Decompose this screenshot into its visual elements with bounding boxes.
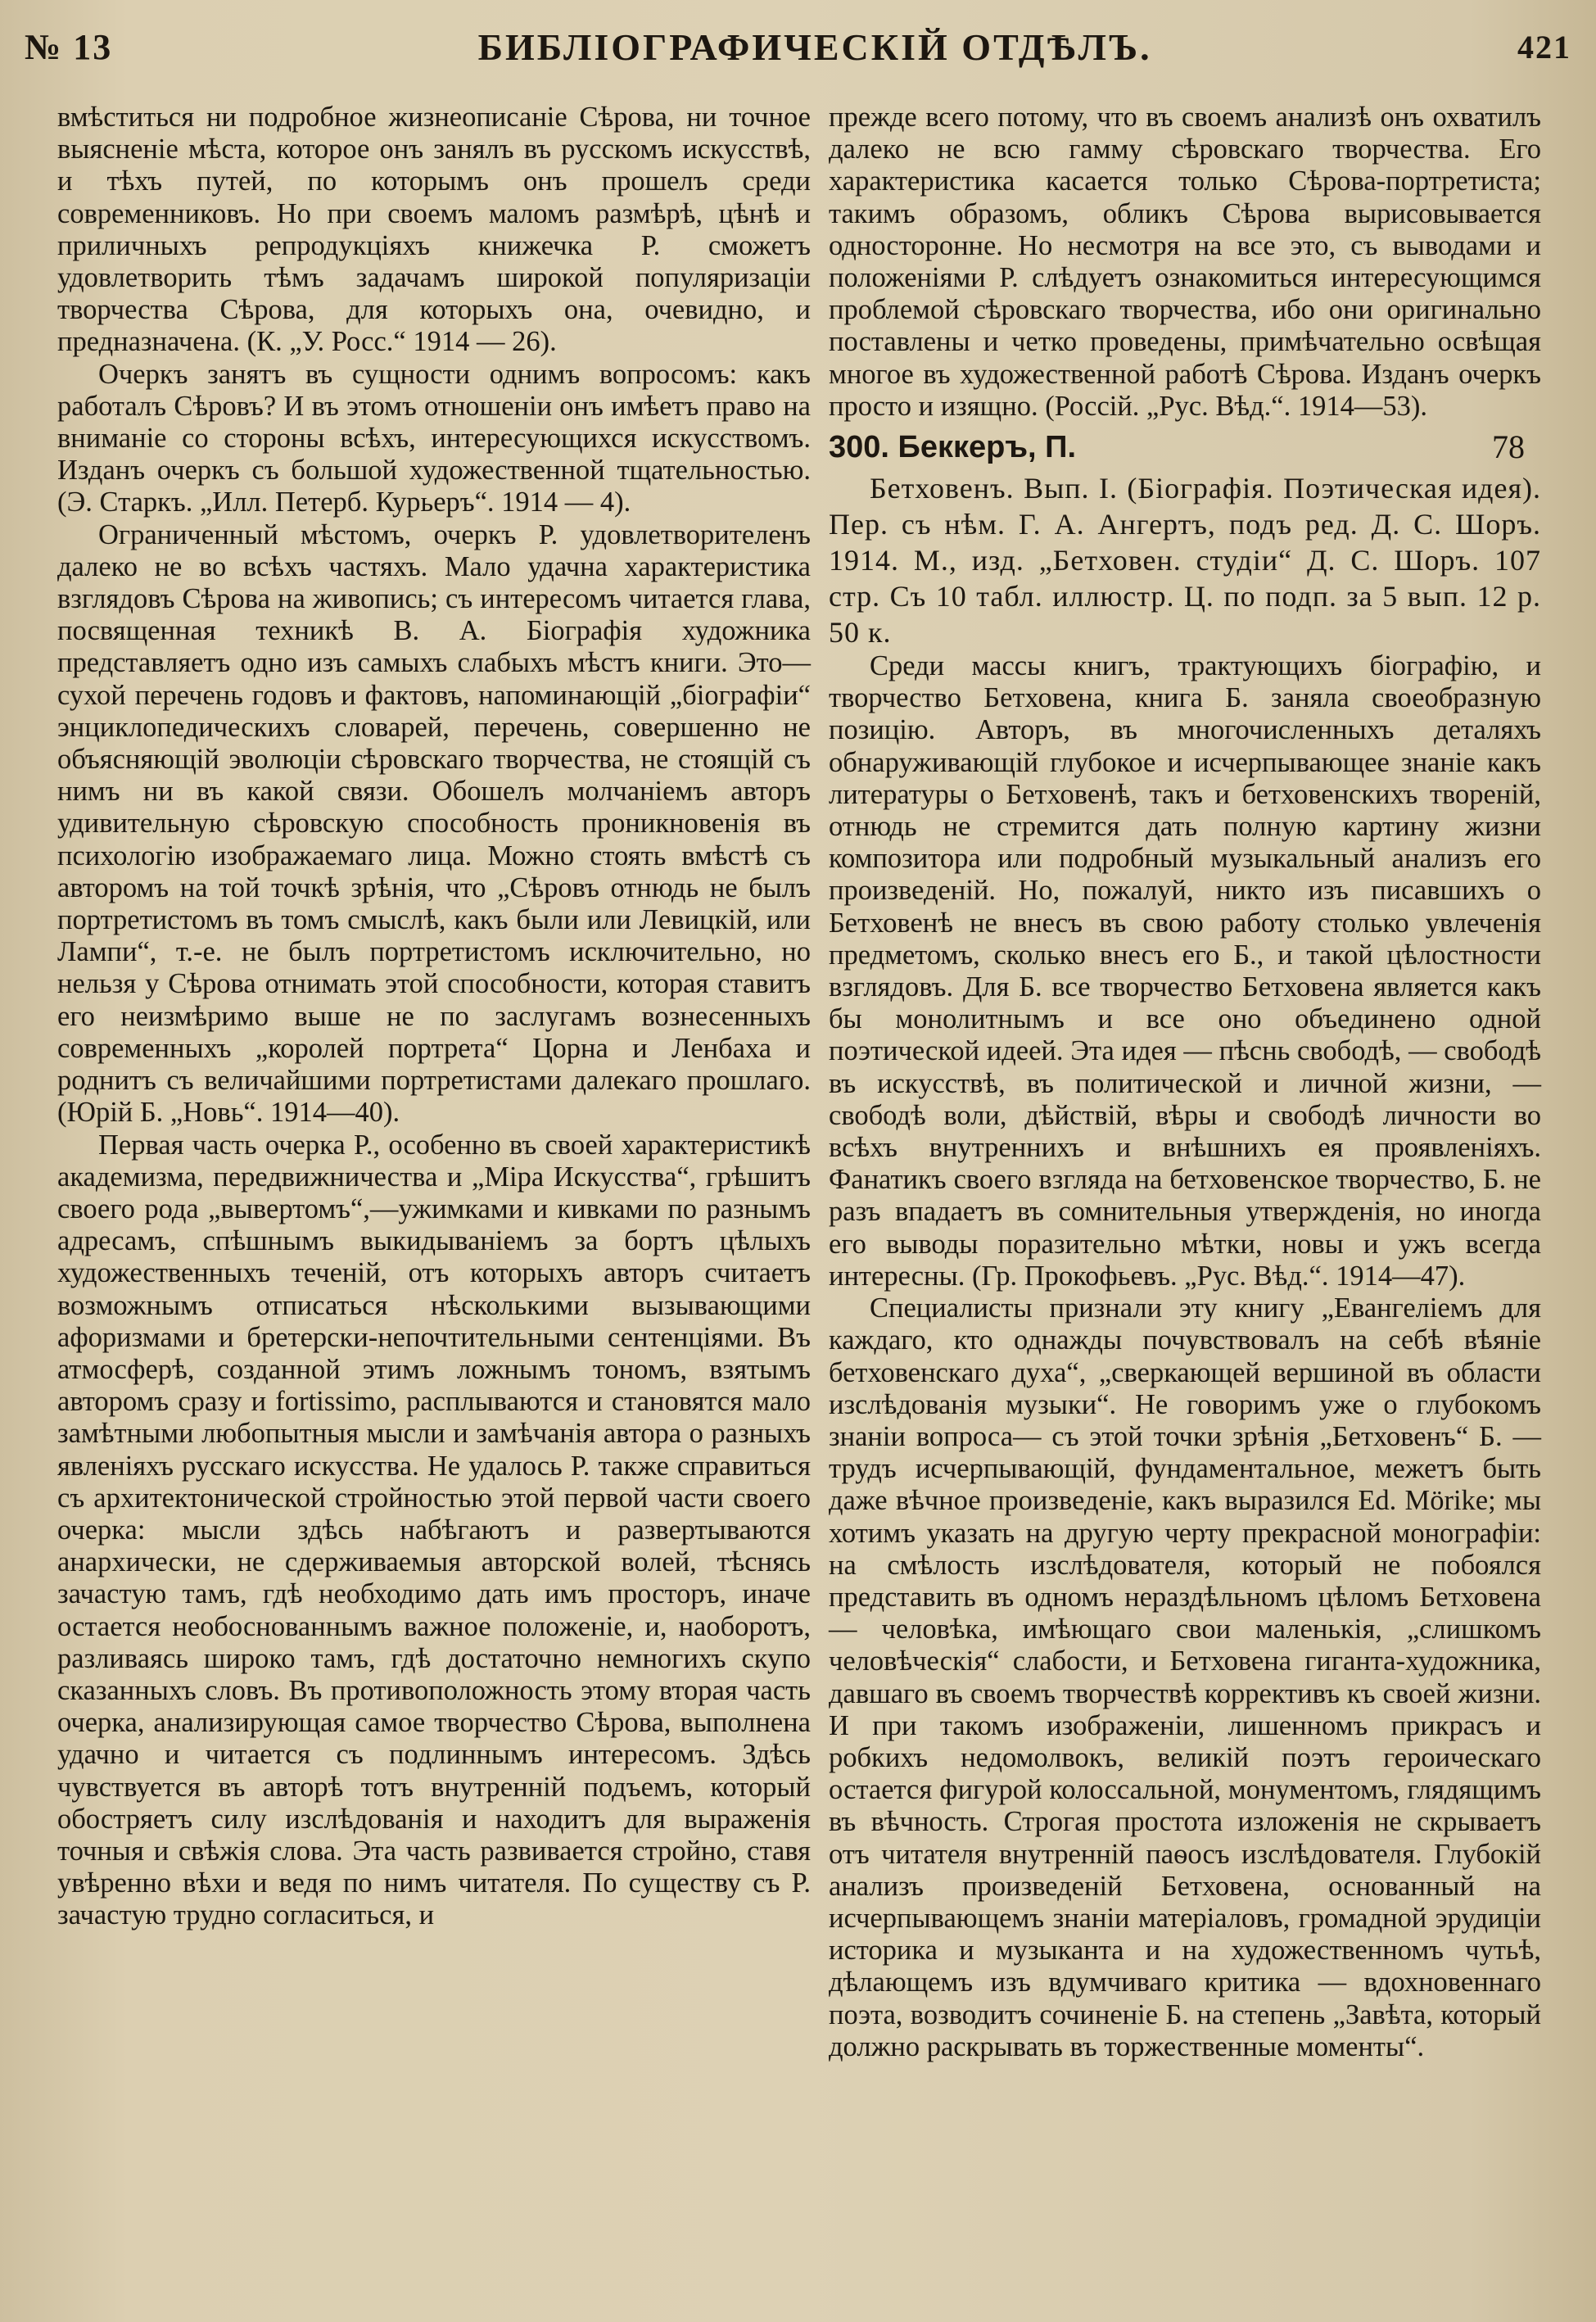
section-title: БИБЛІОГРАФИЧЕСКІЙ ОТДѢЛЪ.	[477, 25, 1152, 68]
page-number: 421	[1517, 28, 1571, 66]
entry-citation: Бетховенъ. Вып. I. (Біографія. Поэтическая идея). Пер. съ нѣм. Г. А. Ангертъ, подъ ред. Д. С. Шоръ. 1914. М., изд. „Бетховен. студіи“ Д. С. Шоръ. 107 стр. Съ 10 табл. иллюстр. Ц. по подп. за 5 вып. 12 р. 50 к.	[829, 472, 1541, 650]
paragraph: Первая часть очерка Р., особенно въ своей характеристикѣ академизма, передвижничества и „Міра Искусства“, грѣшитъ своего рода „вывертомъ“,—ужимками и кивками по разнымъ адресамъ, спѣшнымъ выкидываніемъ за бортъ цѣлыхъ художественныхъ теченій, отъ которыхъ авторъ считаетъ возможнымъ отписаться нѣсколькими вызывающими афоризмами и бретерски-непочтительными сентенціями. Въ атмосферѣ, созданной этимъ ложнымъ тономъ, взятымъ авторомъ сразу и fortissimo, расплываются и становятся мало замѣтными любопытныя мысли и замѣчанія автора о разныхъ явленіяхъ русскаго искусства. Не удалось Р. также справиться съ архитектонической стройностью этой первой части своего очерка: мысли здѣсь набѣгаютъ и развертываются анархически, не сдерживаемыя авторской волей, тѣснясь зачастую тамъ, гдѣ необходимо дать имъ просторъ, иначе остается необоснованнымъ важное положеніе, и, наоборотъ, разливаясь широко тамъ, гдѣ достаточно немногихъ скупо сказанныхъ словъ. Въ противоположность этому вторая часть очерка, анализирующая самое творчество Сѣрова, выполнена удачно и читается съ подлиннымъ интересомъ. Здѣсь чувствуется въ авторѣ тотъ внутренній подъемъ, который обостряетъ силу изслѣдованія и находитъ для выраженія точныя и свѣжія слова. Эта часть развивается стройно, ставя увѣренно вѣхи и ведя по нимъ читателя. По существу съ Р. зачастую трудно согласиться, и	[57, 1129, 811, 1931]
paragraph: прежде всего потому, что въ своемъ анализѣ онъ охватилъ далеко не всю гамму сѣровскаго творчества. Его характеристика касается только Сѣрова-портретиста; такимъ образомъ, обликъ Сѣрова вырисовывается односторонне. Но несмотря на все это, съ выводами и положеніями Р. слѣдуетъ ознакомиться интересующимся проблемой сѣровскаго творчества, ибо они оригинально поставлены и четко проведены, примѣчательно освѣщая многое въ художественной работѣ Сѣрова. Изданъ очеркъ просто и изящно. (Россій. „Рус. Вѣд.“. 1914—53).	[829, 102, 1541, 422]
entry-number-author: 300. Беккеръ, П.	[829, 430, 1077, 465]
paragraph: Очеркъ занятъ въ сущности однимъ вопросомъ: какъ работалъ Сѣровъ? И въ этомъ отношеніи онъ имѣетъ право на вниманіе со стороны всѣхъ, интересующихся искусствомъ. Изданъ очеркъ съ большой художественной тщательностью. (Э. Старкъ. „Илл. Петерб. Курьеръ“. 1914 — 4).	[57, 358, 811, 518]
paragraph: Среди массы книгъ, трактующихъ біографію, и творчество Бетховена, книга Б. заняла своеобразную позицію. Авторъ, въ многочисленныхъ деталяхъ обнаруживающій глубокое и исчерпывающее знаніе какъ литературы о Бетховенѣ, такъ и бетховенскихъ твореній, отнюдь не стремится дать полную картину жизни композитора или подробный музыкальный анализъ его произведеній. Но, пожалуй, никто изъ писавшихъ о Бетховенѣ не внесъ въ свою работу столько увлеченія предметомъ, сколько внесъ его Б., и такой цѣлостности взглядовъ. Для Б. все творчество Бетховена является какъ бы монолитнымъ и все оно объединено одной поэтической идеей. Эта идея — пѣснь свободѣ, — свободѣ въ искусствѣ, въ политической и личной жизни, — свободѣ воли, дѣйствій, вѣры и свободѣ личности во всѣхъ внутреннихъ и внѣшнихъ ея проявленіяхъ. Фанатикъ своего взгляда на бетховенское творчество, Б. не разъ впадаетъ въ сомнительныя утвержденія, но иногда его выводы поразительно мѣтки, новы и ужъ всегда интересны. (Гр. Прокофьевъ. „Рус. Вѣд.“. 1914—47).	[829, 650, 1541, 1292]
page-header	[25, 18, 1571, 75]
bibliography-entry-heading	[829, 429, 1541, 465]
entry-code: 78	[1492, 428, 1525, 466]
paragraph: Ограниченный мѣстомъ, очеркъ Р. удовлетворителенъ далеко не во всѣхъ частяхъ. Мало удачна характеристика взглядовъ Сѣрова на живопись; съ интересомъ читается глава, посвященная техникѣ В. А. Біографія художника представляетъ одно изъ самыхъ слабыхъ мѣстъ книги. Это—сухой перечень годовъ и фактовъ, напоминающій „біографіи“ энциклопедическихъ словарей, перечень, совершенно не объясняющій эволюціи сѣровскаго творчества, не стоящій съ нимъ ни въ какой связи. Обошелъ молчаніемъ авторъ удивительную сѣровскую способность проникновенія въ психологію изображаемаго лица. Можно стоять вмѣстѣ съ авторомъ на той точкѣ зрѣнія, что „Сѣровъ отнюдь не былъ портретистомъ въ томъ смыслѣ, какъ были или Левицкій, или Лампи“, т.-е. не былъ портретистомъ исключительно, но нельзя у Сѣрова отнимать этой способности, которая ставитъ его неизмѣримо выше не по заслугамъ вознесенныхъ современныхъ „королей портрета“ Цорна и Ленбаха и роднитъ съ величайшими портретистами далекаго прошлаго. (Юрій Б. „Новь“. 1914—40).	[57, 518, 811, 1129]
issue-number: № 13	[25, 26, 113, 67]
paragraph: Специалисты признали эту книгу „Евангеліемъ для каждаго, кто однажды почувствовалъ на себѣ вѣяніе бетховенскаго духа“, „сверкающей вершиной въ области изслѣдованія музыки“. Не говоримъ уже о глубокомъ знаніи вопроса— съ этой точки зрѣнія „Бетховенъ“ Б. — трудъ исчерпывающій, фундаментальное, межетъ быть даже вѣчное произведеніе, какъ выразился Ed. Mörike; мы хотимъ указать на другую черту прекрасной монографіи: на смѣлость изслѣдователя, который не побоялся представить въ одномъ нераздѣльномъ цѣломъ Бетховена — человѣка, имѣющаго свои маленькія, „слишкомъ человѣческія“ слабости, и Бетховена гиганта-художника, давшаго въ своемъ творчествѣ коррективъ къ своей жизни. И при такомъ изображеніи, лишенномъ прикрасъ и робкихъ недомолвокъ, великій поэтъ героическаго остается фигурой колоссальной, монументомъ, глядящимъ въ вѣчность. Строгая простота изложенія не скрываетъ отъ читателя внутренній паѳосъ изслѣдователя. Глубокій анализъ произведеній Бетховена, основанный на исчерпывающемъ знаніи матеріаловъ, громадной эрудиціи историка и музыканта и на художественномъ чутьѣ, дѣлающемъ изъ вдумчиваго критика — вдохновеннаго поэта, возводитъ сочиненіе Б. на степень „Завѣта, который должно раскрывать въ торжественные моменты“.	[829, 1292, 1541, 2062]
left-column	[57, 102, 811, 1932]
paragraph: вмѣститься ни подробное жизнеописаніе Сѣрова, ни точное выясненіе мѣста, которое онъ занялъ въ русскомъ искусствѣ, и тѣхъ путей, по которымъ онъ прошелъ среди современниковъ. Но при своемъ маломъ размѣрѣ, цѣнѣ и приличныхъ репродукціяхъ книжечка Р. сможетъ удовлетворить тѣмъ задачамъ широкой популяризаціи творчества Сѣрова, для которыхъ она, очевидно, и предназначена. (К. „У. Росс.“ 1914 — 26).	[57, 102, 811, 358]
right-column	[829, 102, 1541, 2063]
